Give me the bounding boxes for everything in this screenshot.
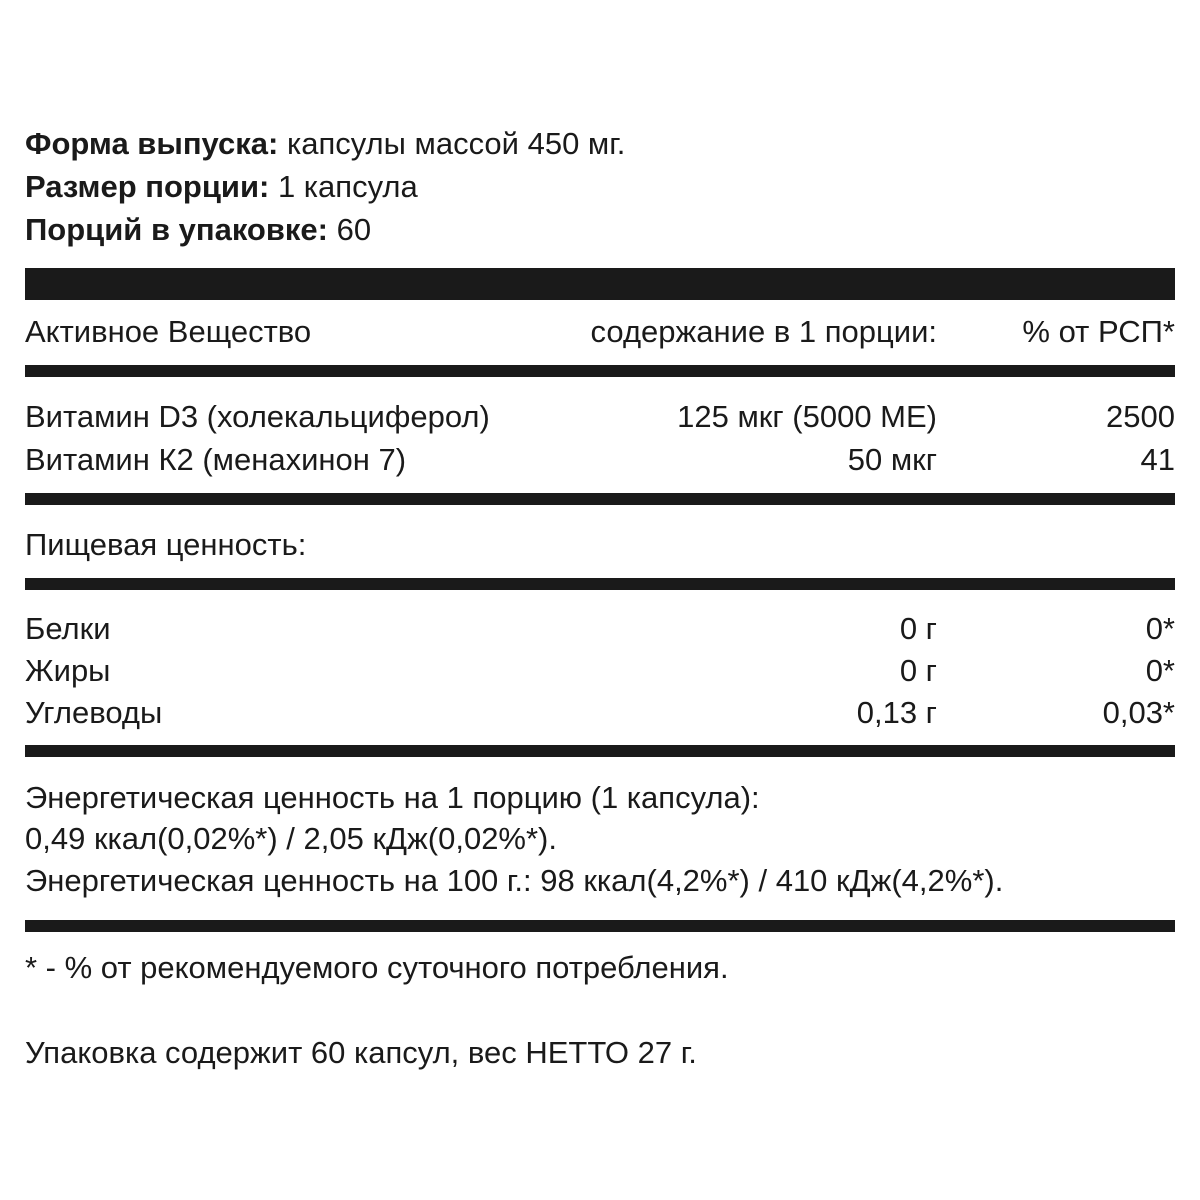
nutrient-amount: 0 г [899, 653, 937, 688]
nutrient-percent: 0* [1145, 653, 1175, 688]
nutrient-name: Жиры [25, 653, 111, 688]
nutrient-amount: 0,13 г [856, 695, 937, 730]
table-row [25, 610, 1175, 648]
substance-name: Витамин К2 (менахинон 7) [25, 442, 407, 477]
header-percent-rsp: % от РСП* [1022, 314, 1175, 349]
nutrient-percent: 0,03* [1102, 695, 1175, 730]
nutrition-divider [25, 745, 1175, 757]
substances-divider [25, 493, 1175, 505]
footnote: * - % от рекомендуемого суточного потребления. [25, 950, 729, 985]
package-note: Упаковка содержит 60 капсул, вес НЕТТО 27 г. [25, 1035, 697, 1070]
substance-amount: 50 мкг [847, 442, 937, 477]
header-active-substance: Активное Вещество [25, 314, 312, 349]
release-form-label: Форма выпуска: [25, 126, 279, 161]
nutrient-percent: 0* [1145, 611, 1175, 646]
header-divider [25, 365, 1175, 377]
energy-line-2: 0,49 ккал(0,02%*) / 2,05 кДж(0,02%*). [25, 821, 557, 856]
nutrient-name: Углеводы [25, 695, 163, 730]
nutrition-title-divider [25, 578, 1175, 590]
release-form-line [25, 126, 625, 162]
table-header-row [25, 313, 1175, 351]
table-row [25, 652, 1175, 690]
servings-per-pack-label: Порций в упаковке: [25, 212, 328, 247]
nutrition-title: Пищевая ценность: [25, 527, 307, 562]
substance-percent: 2500 [1106, 399, 1175, 434]
release-form-value: капсулы массой 450 мг. [278, 126, 626, 161]
servings-per-pack-value: 60 [328, 212, 372, 247]
substance-amount: 125 мкг (5000 МЕ) [677, 399, 937, 434]
nutrient-amount: 0 г [899, 611, 937, 646]
energy-line-3: Энергетическая ценность на 100 г.: 98 ккал(4,2%*) / 410 кДж(4,2%*). [25, 863, 1004, 898]
servings-per-pack-line [25, 212, 371, 248]
table-row [25, 694, 1175, 732]
energy-line-1: Энергетическая ценность на 1 порцию (1 капсула): [25, 780, 760, 815]
nutrient-name: Белки [25, 611, 111, 646]
substance-percent: 41 [1140, 442, 1175, 477]
header-bar-divider [25, 268, 1175, 300]
serving-size-line [25, 169, 418, 205]
table-row [25, 398, 1175, 436]
header-content-per-serving: содержание в 1 порции: [590, 314, 937, 349]
serving-size-value: 1 капсула [269, 169, 418, 204]
substance-name: Витамин D3 (холекальциферол) [25, 399, 490, 434]
table-row [25, 441, 1175, 479]
energy-divider [25, 920, 1175, 932]
serving-size-label: Размер порции: [25, 169, 270, 204]
